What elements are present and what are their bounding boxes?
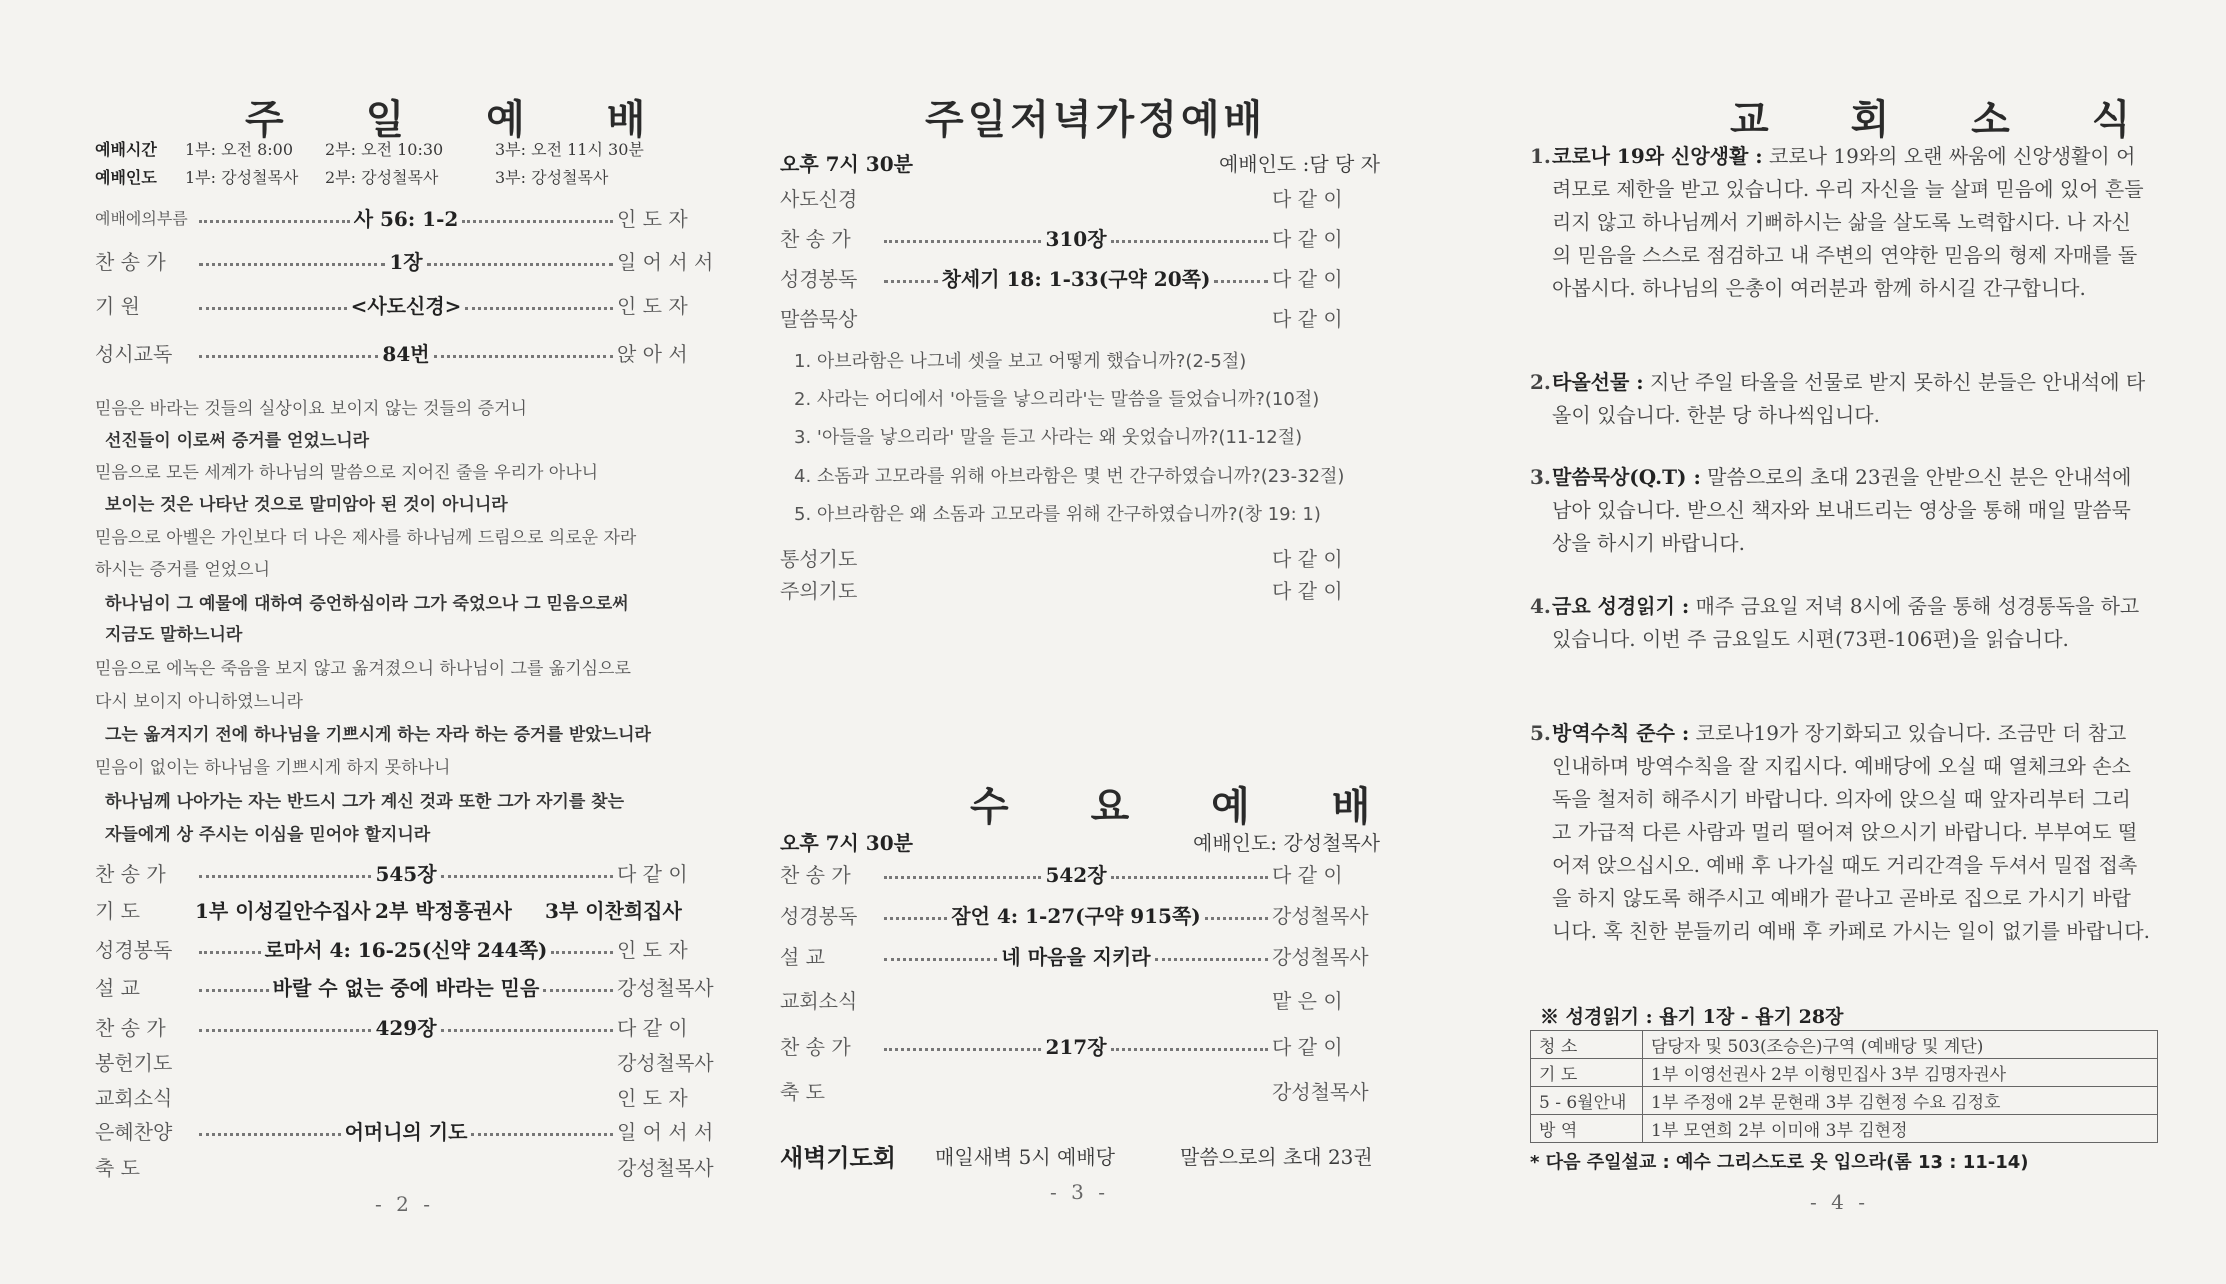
verse-line: 믿음은 바라는 것들의 실상이요 보이지 않는 것들의 증거니 xyxy=(95,399,527,419)
duty-table xyxy=(1530,1030,2158,1143)
order-row xyxy=(95,857,725,887)
worship-time-1: 1부: 오전 8:00 xyxy=(185,139,294,159)
worship-leader-2: 2부: 강성철목사 xyxy=(325,167,439,187)
order-person: 다 같 이 xyxy=(1272,862,1343,887)
order-row xyxy=(95,202,725,232)
page-number: - 2 - xyxy=(375,1192,434,1216)
order-label: 예배에의부름 xyxy=(95,208,188,228)
news-number: 3. xyxy=(1530,465,1551,489)
order-person: 다 같 이 xyxy=(1272,226,1343,251)
prayer-1: 1부 이성길안수집사 xyxy=(195,898,371,923)
verse-line: 하나님이 그 예물에 대하여 증언하심이라 그가 죽었으나 그 믿음으로써 xyxy=(105,594,629,614)
order-content: 542장 xyxy=(1045,862,1107,887)
order-label: 성경봉독 xyxy=(780,903,858,928)
verse-line: 다시 보이지 아니하였느니라 xyxy=(95,692,303,712)
order-person: 강성철목사 xyxy=(617,1050,714,1075)
order-row xyxy=(95,1151,725,1181)
order-row xyxy=(780,940,1380,970)
order-label: 성경봉독 xyxy=(780,266,858,291)
order-content: 어머니의 기도 xyxy=(344,1119,468,1144)
order-label: 찬 송 가 xyxy=(95,861,166,886)
order-person: 강성철목사 xyxy=(1272,1079,1369,1104)
order-person: 인 도 자 xyxy=(617,937,688,962)
order-row xyxy=(780,984,1380,1014)
news-item xyxy=(1530,717,2150,948)
worship-leader-1: 1부: 강성철목사 xyxy=(185,167,299,187)
order-row xyxy=(95,1011,725,1041)
order-person: 인 도 자 xyxy=(617,206,688,231)
verse-line: 지금도 말하느니라 xyxy=(105,625,243,645)
page-2-sunday-worship xyxy=(95,0,725,1284)
order-person: 다 같 이 xyxy=(1272,306,1343,331)
order-label: 찬 송 가 xyxy=(780,1034,851,1059)
order-person: 강성철목사 xyxy=(617,975,714,1000)
order-row xyxy=(780,1075,1380,1105)
order-person: 강성철목사 xyxy=(1272,944,1369,969)
order-content: 310장 xyxy=(1045,226,1107,251)
order-label: 기 원 xyxy=(95,293,140,318)
news-body: 말씀으로의 초대 23권을 안받으신 분은 안내석에 남아 있습니다. 받으신 책자와 보내드리는 영상을 통해 매일 말씀묵상을 하시기 바랍니다. xyxy=(1552,465,2132,555)
page-4-church-news xyxy=(1530,0,2165,1284)
order-person: 다 같 이 xyxy=(1272,546,1343,571)
news-number: 4. xyxy=(1530,594,1551,618)
news-body: 코로나19가 장기화되고 있습니다. 조금만 더 참고 인내하며 방역수칙을 잘 지킵시다. 예배당에 오실 때 열체크와 손소독을 철저히 해주시기 바랍니다. 의자에 앉으실 때 앞자리부터 그리고 가급적 다른 사람과 멀리 떨어져 앉으시기 바랍니다. 부부여도 떨어져 앉으십시오. 예배 후 나가실 때도 거리간격을 두셔서 밀접 접촉을 하지 않도록 해주시고 예배가 끝나고 곧바로 집으로 가시기 바랍니다. 혹 친한 분들끼리 예배 후 카페로 가시는 일이 없기를 바랍니다. xyxy=(1552,721,2150,943)
order-row xyxy=(780,222,1380,252)
order-label: 은혜찬양 xyxy=(95,1119,173,1144)
duty-category: 기 도 xyxy=(1531,1059,1643,1087)
order-label: 주의기도 xyxy=(780,578,858,603)
order-person: 다 같 이 xyxy=(1272,1034,1343,1059)
next-sermon: * 다음 주일설교 : 예수 그리스도로 옷 입으라(롬 13 : 11-14) xyxy=(1530,1152,2029,1173)
duty-category: 청 소 xyxy=(1531,1031,1643,1059)
order-row xyxy=(95,933,725,963)
question-item: 5. 아브라함은 왜 소돔과 고모라를 위해 간구하였습니까?(창 19: 1) xyxy=(794,504,1321,525)
duty-detail: 담당자 및 503(조승은)구역 (예배당 및 계단) xyxy=(1643,1031,2158,1059)
order-row xyxy=(780,182,1380,212)
order-person: 맡 은 이 xyxy=(1272,988,1343,1013)
order-content: 로마서 4: 16-25(신약 244쪽) xyxy=(264,937,548,962)
verse-line: 믿음이 없이는 하나님을 기쁘시게 하지 못하나니 xyxy=(95,758,451,778)
order-row xyxy=(95,337,725,367)
news-number: 5. xyxy=(1530,721,1551,745)
page-title: 주일저녁가정예배 xyxy=(925,96,1267,143)
order-person: 일 어 서 서 xyxy=(617,249,714,274)
table-row xyxy=(1531,1087,2158,1115)
order-label: 설 교 xyxy=(95,975,140,1000)
wednesday-title: 수 요 예 배 xyxy=(970,783,1405,830)
wednesday-time: 오후 7시 30분 xyxy=(780,830,913,855)
dawn-prayer-time: 매일새벽 5시 예배당 xyxy=(935,1144,1115,1169)
order-row xyxy=(780,899,1380,929)
table-row xyxy=(1531,1031,2158,1059)
verse-line: 믿음으로 모든 세계가 하나님의 말씀으로 지어진 줄을 우리가 아나니 xyxy=(95,463,599,483)
order-person: 앉 아 서 xyxy=(617,341,688,366)
order-person: 다 같 이 xyxy=(1272,186,1343,211)
table-row xyxy=(1531,1059,2158,1087)
verse-line: 그는 옮겨지기 전에 하나님을 기쁘시게 하는 자라 하는 증거를 받았느니라 xyxy=(105,725,651,745)
order-row xyxy=(780,542,1380,572)
duty-category: 5 - 6월안내 xyxy=(1531,1087,1643,1115)
duty-detail: 1부 주정애 2부 문현래 3부 김현정 수요 김정호 xyxy=(1643,1087,2158,1115)
bible-reading: ※ 성경읽기 : 욥기 1장 - 욥기 28장 xyxy=(1540,1006,1844,1028)
dawn-prayer-text: 말씀으로의 초대 23권 xyxy=(1180,1144,1373,1169)
worship-leader-3: 3부: 강성철목사 xyxy=(495,167,609,187)
worship-leader-row xyxy=(95,164,725,188)
dawn-prayer-row xyxy=(780,1138,1380,1172)
order-label: 성경봉독 xyxy=(95,937,173,962)
news-item xyxy=(1530,461,2150,560)
worship-leader-label: 예배인도 xyxy=(95,167,157,187)
verse-line: 하나님께 나아가는 자는 반드시 그가 계신 것과 또한 그가 자기를 찾는 xyxy=(105,792,624,812)
prayer-row xyxy=(95,894,725,924)
order-label: 봉헌기도 xyxy=(95,1050,173,1075)
news-item xyxy=(1530,590,2150,656)
order-person: 다 같 이 xyxy=(1272,266,1343,291)
verse-line: 선진들이 이로써 증거를 얻었느니라 xyxy=(105,431,370,451)
order-label: 찬 송 가 xyxy=(780,226,851,251)
order-content: 1장 xyxy=(389,249,423,274)
page-number: - 3 - xyxy=(1050,1180,1109,1204)
duty-detail: 1부 이영선권사 2부 이형민집사 3부 김명자권사 xyxy=(1643,1059,2158,1087)
wednesday-leader: 예배인도: 강성철목사 xyxy=(1193,830,1380,855)
order-content: 바랄 수 없는 중에 바라는 믿음 xyxy=(272,975,540,1000)
verse-line: 믿음으로 아벨은 가인보다 더 나은 제사를 하나님께 드림으로 의로운 자라 xyxy=(95,528,637,548)
order-content: 429장 xyxy=(375,1015,437,1040)
question-item: 3. '아들을 낳으리라' 말을 듣고 사라는 왜 웃었습니까?(11-12절) xyxy=(794,427,1303,448)
order-person: 다 같 이 xyxy=(617,861,688,886)
order-row xyxy=(780,1030,1380,1060)
duty-detail: 1부 모연희 2부 이미애 3부 김현정 xyxy=(1643,1115,2158,1143)
news-item xyxy=(1530,366,2150,432)
verse-line: 믿음으로 에녹은 죽음을 보지 않고 옮겨졌으니 하나님이 그를 옮기심으로 xyxy=(95,659,631,679)
order-row xyxy=(780,574,1380,604)
order-row xyxy=(95,289,725,319)
evening-time: 오후 7시 30분 xyxy=(780,151,913,176)
dawn-prayer-title: 새벽기도회 xyxy=(780,1142,896,1172)
news-heading: 코로나 19와 신앙생활 : xyxy=(1552,144,1763,168)
worship-time-label: 예배시간 xyxy=(95,139,157,159)
page-number: - 4 - xyxy=(1810,1190,1869,1214)
prayer-3: 3부 이찬희집사 xyxy=(545,898,682,923)
news-heading: 타올선물 : xyxy=(1552,370,1644,394)
order-label: 설 교 xyxy=(780,944,825,969)
order-label: 교회소식 xyxy=(780,988,858,1013)
question-item: 4. 소돔과 고모라를 위해 아브라함은 몇 번 간구하였습니까?(23-32절) xyxy=(794,466,1345,487)
verse-line: 보이는 것은 나타난 것으로 말미암아 된 것이 아니니라 xyxy=(105,495,508,515)
worship-time-row xyxy=(95,136,725,160)
order-content: 217장 xyxy=(1045,1034,1107,1059)
order-label: 성시교독 xyxy=(95,341,173,366)
news-heading: 방역수칙 준수 : xyxy=(1552,721,1690,745)
order-person: 다 같 이 xyxy=(1272,578,1343,603)
evening-leader: 예배인도 :담 당 자 xyxy=(1218,151,1380,176)
order-person: 다 같 이 xyxy=(617,1015,688,1040)
order-content: 잠언 4: 1-27(구약 915쪽) xyxy=(951,903,1201,928)
order-label: 통성기도 xyxy=(780,546,858,571)
order-row xyxy=(780,262,1380,292)
order-content: 84번 xyxy=(382,341,430,366)
order-person: 인 도 자 xyxy=(617,293,688,318)
order-row xyxy=(95,245,725,275)
order-content: 사 56: 1-2 xyxy=(353,206,459,231)
order-row xyxy=(780,302,1380,332)
prayer-label: 기 도 xyxy=(95,898,140,923)
prayer-2: 2부 박정흥권사 xyxy=(375,898,512,923)
worship-time-2: 2부: 오전 10:30 xyxy=(325,139,444,159)
news-number: 2. xyxy=(1530,370,1551,394)
page-3-evening-worship xyxy=(780,0,1405,1284)
order-content: 545장 xyxy=(375,861,437,886)
news-heading: 금요 성경읽기 : xyxy=(1552,594,1690,618)
order-label: 사도신경 xyxy=(780,186,858,211)
order-person: 일 어 서 서 xyxy=(617,1119,714,1144)
news-item xyxy=(1530,140,2150,305)
news-body: 매주 금요일 저녁 8시에 줌을 통해 성경통독을 하고 있습니다. 이번 주 금요일도 시편(73편-106편)을 읽습니다. xyxy=(1552,594,2140,651)
order-row xyxy=(95,971,725,1001)
page-title: 교 회 소 식 xyxy=(1730,96,2165,143)
order-label: 축 도 xyxy=(95,1155,140,1180)
verse-line: 자들에게 상 주시는 이심을 믿어야 할지니라 xyxy=(105,825,431,845)
order-person: 강성철목사 xyxy=(617,1155,714,1180)
order-row xyxy=(780,858,1380,888)
order-label: 찬 송 가 xyxy=(780,862,851,887)
order-content: 네 마음을 지키라 xyxy=(1001,944,1151,969)
order-label: 축 도 xyxy=(780,1079,825,1104)
question-item: 1. 아브라함은 나그네 셋을 보고 어떻게 했습니까?(2-5절) xyxy=(794,351,1247,372)
news-heading: 말씀묵상(Q.T) : xyxy=(1552,465,1701,489)
order-row xyxy=(95,1115,725,1145)
order-content: <사도신경> xyxy=(350,293,462,318)
news-body: 지난 주일 타올을 선물로 받지 못하신 분들은 안내석에 타올이 있습니다. 한분 당 하나씩입니다. xyxy=(1552,370,2146,427)
evening-time-row xyxy=(780,147,1380,177)
duty-category: 방 역 xyxy=(1531,1115,1643,1143)
order-content: 창세기 18: 1-33(구약 20쪽) xyxy=(941,266,1211,291)
order-person: 인 도 자 xyxy=(617,1085,688,1110)
wednesday-time-row xyxy=(780,826,1380,856)
verse-line: 하시는 증거를 얻었으니 xyxy=(95,560,271,580)
question-item: 2. 사라는 어디에서 '아들을 낳으리라'는 말씀을 들었습니까?(10절) xyxy=(794,389,1320,410)
page-title: 주 일 예 배 xyxy=(245,96,680,143)
news-body: 코로나 19와의 오랜 싸움에 신앙생활이 어려모로 제한을 받고 있습니다. 우리 자신을 늘 살펴 믿음에 있어 흔들리지 않고 하나님께서 기뻐하시는 삶을 살도록 노력합시다. 나 자신의 믿음을 스스로 점검하고 내 주변의 연약한 믿음의 형제 자매를 돌아봅시다. 하나님의 은총이 여러분과 함께 하시길 간구합니다. xyxy=(1552,144,2144,300)
order-label: 말씀묵상 xyxy=(780,306,858,331)
news-number: 1. xyxy=(1530,144,1551,168)
order-row xyxy=(95,1046,725,1076)
order-row xyxy=(95,1081,725,1111)
order-label: 찬 송 가 xyxy=(95,1015,166,1040)
order-label: 찬 송 가 xyxy=(95,249,166,274)
table-row xyxy=(1531,1115,2158,1143)
worship-time-3: 3부: 오전 11시 30분 xyxy=(495,139,644,159)
order-person: 강성철목사 xyxy=(1272,903,1369,928)
order-label: 교회소식 xyxy=(95,1085,173,1110)
